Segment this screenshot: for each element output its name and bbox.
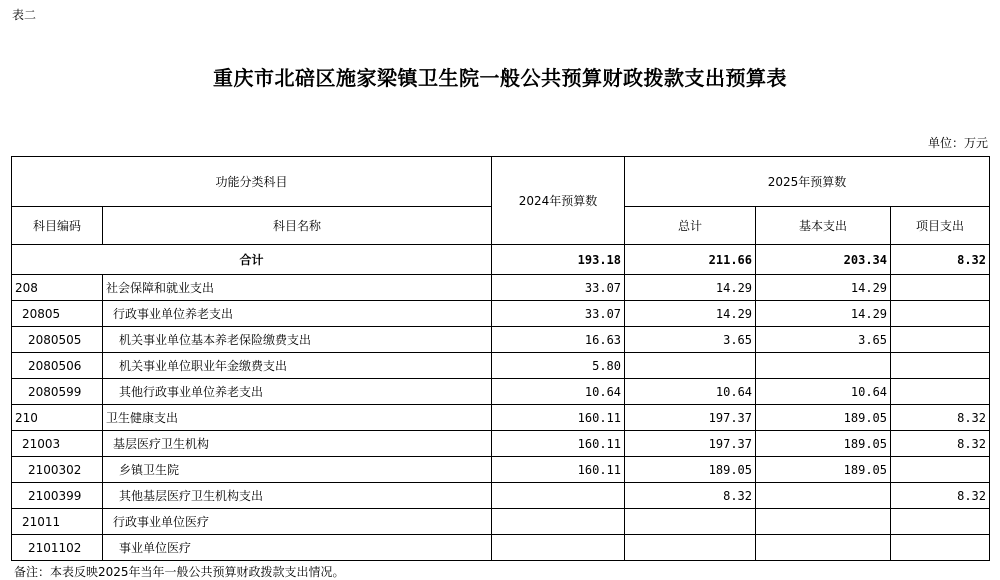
row-2024: 160.11 bbox=[492, 457, 625, 483]
table-row bbox=[12, 353, 990, 379]
table-row bbox=[12, 535, 990, 561]
table-row bbox=[12, 405, 990, 431]
footnote: 备注：本表反映2025年当年一般公共预算财政拨款支出情况。 bbox=[14, 565, 345, 579]
row-2025-project: 8.32 bbox=[891, 483, 990, 509]
row-name: 行政事业单位医疗 bbox=[103, 509, 492, 535]
unit-label: 单位：万元 bbox=[927, 136, 988, 150]
row-code: 208 bbox=[12, 275, 103, 301]
total-label: 合计 bbox=[12, 245, 492, 275]
row-2024 bbox=[492, 483, 625, 509]
row-2025-project bbox=[891, 327, 990, 353]
row-name: 行政事业单位养老支出 bbox=[103, 301, 492, 327]
row-code: 2100302 bbox=[12, 457, 103, 483]
row-2025-basic bbox=[756, 353, 891, 379]
row-code: 2080506 bbox=[12, 353, 103, 379]
row-2025-project bbox=[891, 535, 990, 561]
table-row bbox=[12, 275, 990, 301]
row-2025-project bbox=[891, 353, 990, 379]
row-2024 bbox=[492, 509, 625, 535]
row-name: 其他基层医疗卫生机构支出 bbox=[103, 483, 492, 509]
header-name: 科目名称 bbox=[103, 207, 492, 245]
total-2024: 193.18 bbox=[492, 245, 625, 275]
row-2025-basic: 189.05 bbox=[756, 457, 891, 483]
table-row bbox=[12, 457, 990, 483]
row-2025-total bbox=[625, 509, 756, 535]
row-code: 20805 bbox=[12, 301, 103, 327]
header-func-category: 功能分类科目 bbox=[12, 157, 492, 207]
row-2025-total: 10.64 bbox=[625, 379, 756, 405]
table-row bbox=[12, 379, 990, 405]
row-2025-project: 8.32 bbox=[891, 405, 990, 431]
row-2025-basic bbox=[756, 535, 891, 561]
row-2025-basic: 189.05 bbox=[756, 405, 891, 431]
row-name: 机关事业单位基本养老保险缴费支出 bbox=[103, 327, 492, 353]
row-2025-project bbox=[891, 379, 990, 405]
row-code: 210 bbox=[12, 405, 103, 431]
row-2025-basic: 14.29 bbox=[756, 275, 891, 301]
header-budget-2025: 2025年预算数 bbox=[625, 157, 990, 207]
total-2025-total: 211.66 bbox=[625, 245, 756, 275]
row-code: 2080599 bbox=[12, 379, 103, 405]
table-row bbox=[12, 431, 990, 457]
row-name: 其他行政事业单位养老支出 bbox=[103, 379, 492, 405]
header-basic: 基本支出 bbox=[756, 207, 891, 245]
table-row bbox=[12, 301, 990, 327]
total-row bbox=[12, 245, 990, 275]
table-row bbox=[12, 509, 990, 535]
row-2025-basic bbox=[756, 483, 891, 509]
row-2024: 33.07 bbox=[492, 301, 625, 327]
row-2025-basic: 3.65 bbox=[756, 327, 891, 353]
row-2024: 5.80 bbox=[492, 353, 625, 379]
header-total: 总计 bbox=[625, 207, 756, 245]
row-name: 社会保障和就业支出 bbox=[103, 275, 492, 301]
row-2025-total: 197.37 bbox=[625, 431, 756, 457]
row-name: 事业单位医疗 bbox=[103, 535, 492, 561]
row-2025-basic bbox=[756, 509, 891, 535]
row-2025-total: 14.29 bbox=[625, 275, 756, 301]
header-code: 科目编码 bbox=[12, 207, 103, 245]
total-2025-project: 8.32 bbox=[891, 245, 990, 275]
row-2025-basic: 189.05 bbox=[756, 431, 891, 457]
row-2024: 10.64 bbox=[492, 379, 625, 405]
header-row-1 bbox=[12, 157, 990, 207]
row-name: 机关事业单位职业年金缴费支出 bbox=[103, 353, 492, 379]
row-2025-basic: 10.64 bbox=[756, 379, 891, 405]
row-code: 2101102 bbox=[12, 535, 103, 561]
row-2024: 16.63 bbox=[492, 327, 625, 353]
row-2024: 160.11 bbox=[492, 405, 625, 431]
row-code: 21011 bbox=[12, 509, 103, 535]
row-code: 2100399 bbox=[12, 483, 103, 509]
row-2025-project bbox=[891, 301, 990, 327]
row-name: 基层医疗卫生机构 bbox=[103, 431, 492, 457]
row-name: 卫生健康支出 bbox=[103, 405, 492, 431]
row-2025-total: 197.37 bbox=[625, 405, 756, 431]
row-2025-project bbox=[891, 509, 990, 535]
table-row bbox=[12, 483, 990, 509]
row-2025-basic: 14.29 bbox=[756, 301, 891, 327]
row-2025-total: 14.29 bbox=[625, 301, 756, 327]
row-code: 21003 bbox=[12, 431, 103, 457]
row-2025-total bbox=[625, 535, 756, 561]
header-project: 项目支出 bbox=[891, 207, 990, 245]
row-name: 乡镇卫生院 bbox=[103, 457, 492, 483]
row-2024: 160.11 bbox=[492, 431, 625, 457]
row-2025-total: 189.05 bbox=[625, 457, 756, 483]
row-2025-total bbox=[625, 353, 756, 379]
row-2025-project bbox=[891, 275, 990, 301]
row-2025-project bbox=[891, 457, 990, 483]
row-2024: 33.07 bbox=[492, 275, 625, 301]
page-title: 重庆市北碚区施家梁镇卫生院一般公共预算财政拨款支出预算表 bbox=[213, 66, 787, 90]
table-row bbox=[12, 327, 990, 353]
row-2024 bbox=[492, 535, 625, 561]
row-2025-project: 8.32 bbox=[891, 431, 990, 457]
row-code: 2080505 bbox=[12, 327, 103, 353]
budget-table bbox=[11, 156, 990, 561]
row-2025-total: 3.65 bbox=[625, 327, 756, 353]
header-budget-2024: 2024年预算数 bbox=[492, 157, 625, 245]
row-2025-total: 8.32 bbox=[625, 483, 756, 509]
total-2025-basic: 203.34 bbox=[756, 245, 891, 275]
table-number-label: 表二 bbox=[12, 8, 37, 22]
